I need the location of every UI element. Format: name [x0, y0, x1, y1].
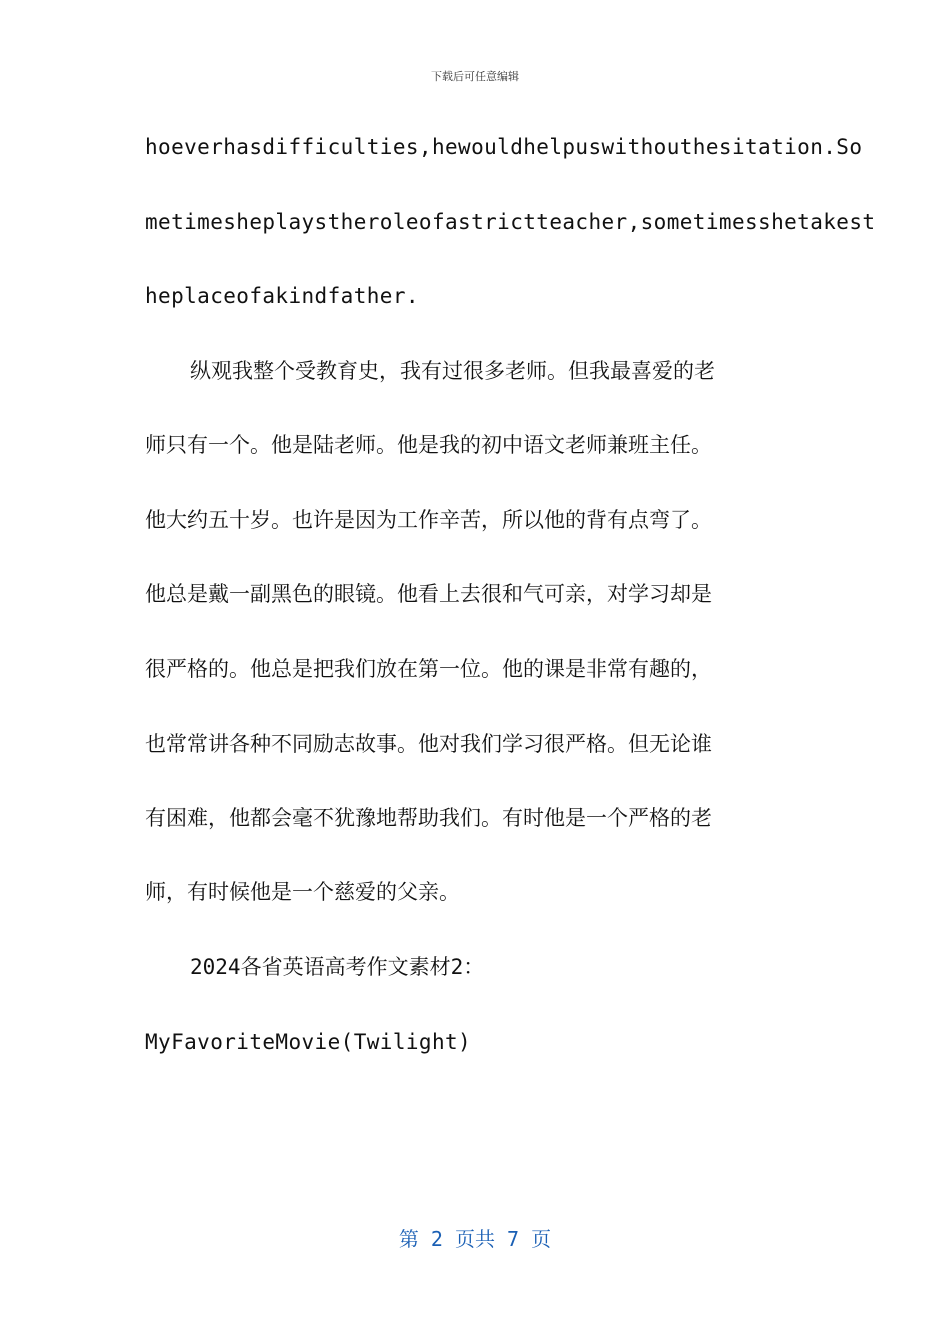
paragraph-line: 纵观我整个受教育史，我有过很多老师。但我最喜爱的老 [190, 359, 715, 383]
header-note: 下载后可任意编辑 [431, 70, 519, 83]
paragraph-line: 他大约五十岁。也许是因为工作辛苦，所以他的背有点弯了。 [145, 508, 712, 532]
paragraph-line: 师只有一个。他是陆老师。他是我的初中语文老师兼班主任。 [145, 433, 712, 457]
paragraph-line: 有困难，他都会毫不犹豫地帮助我们。有时他是一个严格的老 [145, 806, 712, 830]
essay-title: MyFavoriteMovie(Twilight) [145, 1030, 472, 1054]
text-line: hoeverhasdifficulties,hewouldhelpuswithouthesitation.So [145, 135, 863, 159]
page-number: 第 2 页共 7 页 [398, 1227, 552, 1251]
paragraph-line: 也常常讲各种不同励志故事。他对我们学习很严格。但无论谁 [145, 732, 712, 756]
text-line: metimesheplaystheroleofastrictteacher,sometimesshetakest [145, 210, 876, 234]
section-heading: 2024各省英语高考作文素材2： [190, 955, 485, 979]
paragraph-line: 他总是戴一副黑色的眼镜。他看上去很和气可亲，对学习却是 [145, 582, 712, 606]
text-line: heplaceofakindfather. [145, 284, 419, 308]
paragraph-line: 很严格的。他总是把我们放在第一位。他的课是非常有趣的， [145, 657, 712, 681]
paragraph-line: 师，有时候他是一个慈爱的父亲。 [145, 880, 460, 904]
